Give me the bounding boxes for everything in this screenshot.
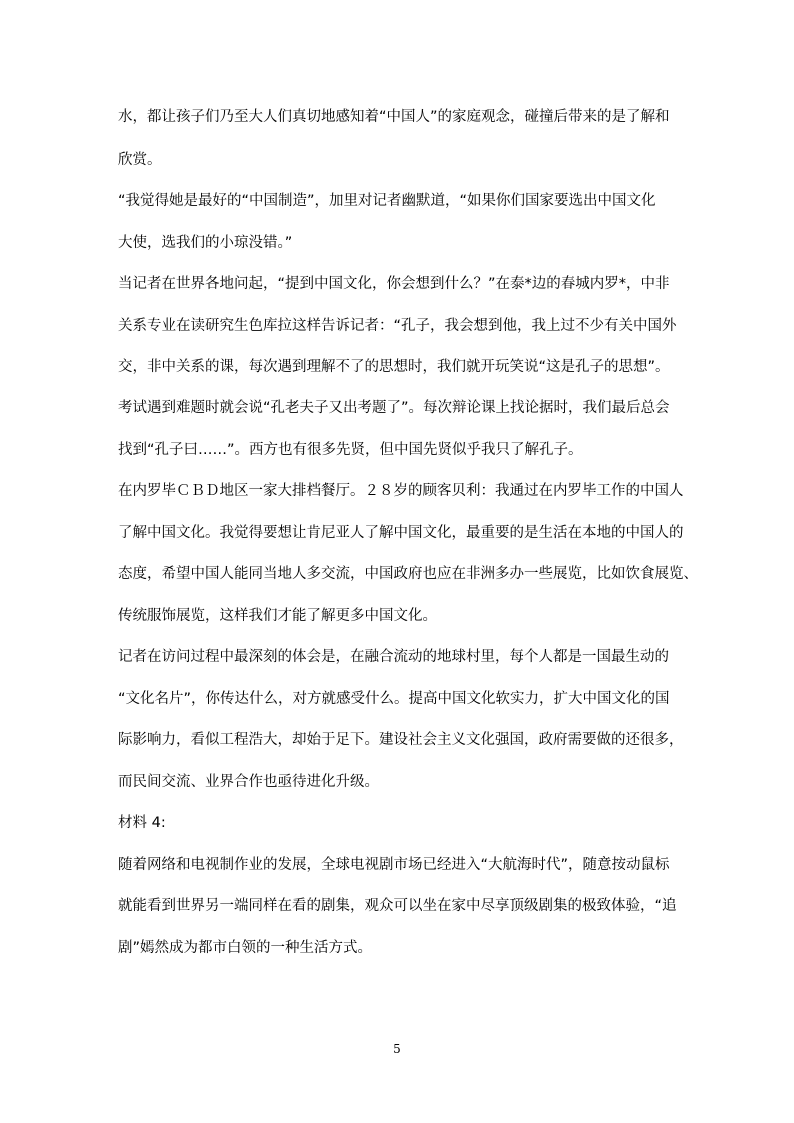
- page-number: 5: [393, 1042, 401, 1056]
- text-line: 随着网络和电视制作业的发展，全球电视剧市场已经进入“大航海时代”，随意按动鼠标: [118, 857, 670, 873]
- text-line: “文化名片”，你传达什么，对方就感受什么。提高中国文化软实力，扩大中国文化的国: [118, 691, 670, 707]
- text-line: 交，非中关系的课，每次遇到理解不了的思想时，我们就开玩笑说“这是孔子的思想”。: [118, 359, 670, 375]
- text-line: 了解中国文化。我觉得要想让肯尼亚人了解中国文化，最重要的是生活在本地的中国人的: [118, 525, 684, 541]
- text-line: 在内罗毕ＣＢＤ地区一家大排档餐厅。２８岁的顾客贝利：我通过在内罗毕工作的中国人: [118, 483, 684, 499]
- text-line: 大使，选我们的小琼没错。”: [118, 235, 293, 251]
- text-line: 找到“孔子曰……”。西方也有很多先贤，但中国先贤似乎我只了解孔子。: [118, 442, 583, 458]
- text-line: 欣赏。: [118, 152, 162, 168]
- text-line: “我觉得她是最好的“中国制造”，加里对记者幽默道，“如果你们国家要选出中国文化: [118, 193, 656, 209]
- text-line: 就能看到世界另一端同样在看的剧集，观众可以坐在家中尽享顶级剧集的极致体验，“追: [118, 898, 677, 914]
- text-line: 考试遇到难题时就会说“孔老夫子又出考题了”。每次辩论课上找论据时，我们最后总会: [118, 400, 670, 416]
- text-line: 当记者在世界各地问起，“提到中国文化，你会想到什么？”在泰*边的春城内罗*，中非: [118, 276, 670, 292]
- text-line: 际影响力，看似工程浩大，却始于足下。建设社会主义文化强国，政府需要做的还很多，: [118, 732, 684, 748]
- text-line: 态度，希望中国人能同当地人多交流，中国政府也应在非洲多办一些展览，比如饮食展览、: [118, 566, 698, 582]
- text-line: 水，都让孩子们乃至大人们真切地感知着“中国人”的家庭观念，碰撞后带来的是了解和: [118, 109, 670, 125]
- section-heading: 材料 4:: [118, 815, 166, 831]
- text-line: 记者在访问过程中最深刻的体会是，在融合流动的地球村里，每个人都是一国最生动的: [118, 649, 669, 665]
- text-line: 传统服饰展览，这样我们才能了解更多中国文化。: [118, 608, 437, 624]
- text-line: 而民间交流、业界合作也亟待进化升级。: [118, 774, 379, 790]
- text-line: 关系专业在读研究生色库拉这样告诉记者：“孔子，我会想到他，我上过不少有关中国外: [118, 318, 677, 334]
- text-line: 剧”嫣然成为都市白领的一种生活方式。: [118, 940, 373, 956]
